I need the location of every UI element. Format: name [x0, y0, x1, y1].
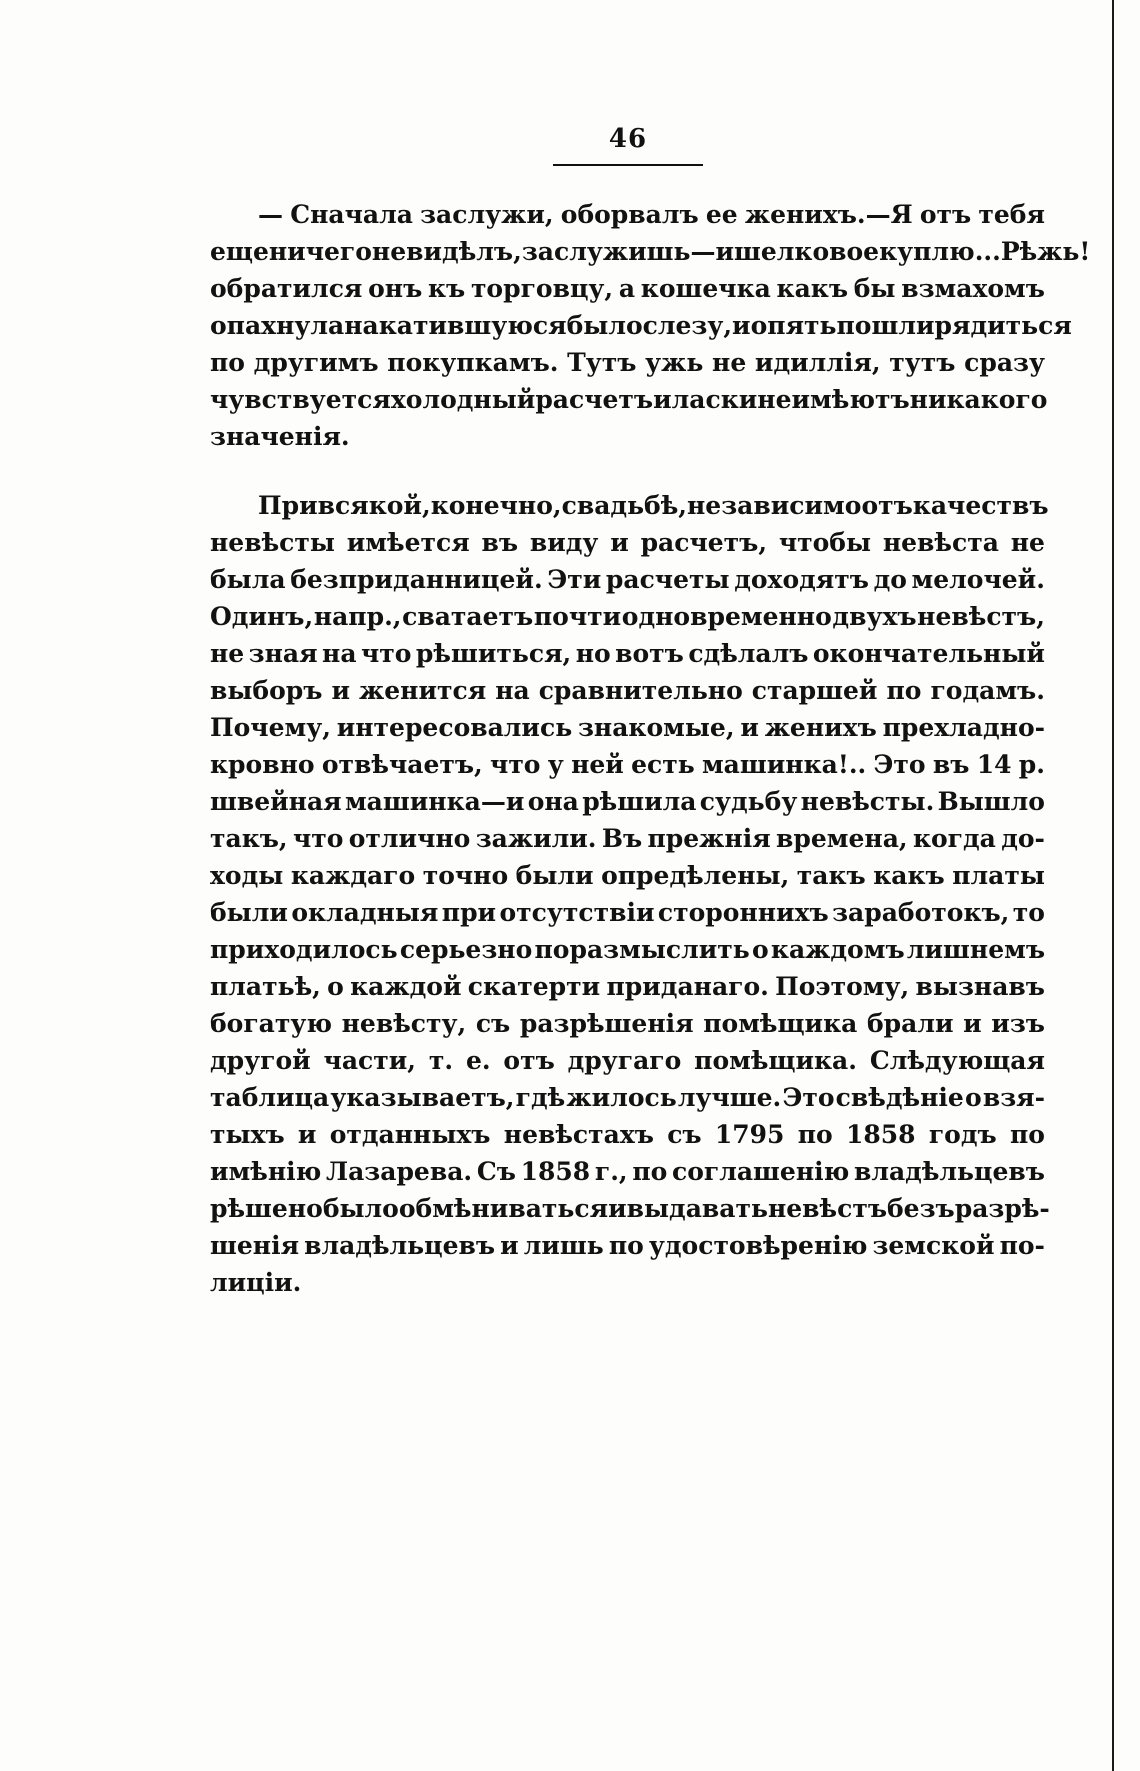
- word: зная: [248, 639, 318, 668]
- word: машинка—и: [344, 787, 525, 816]
- text-line: [210, 270, 1045, 307]
- word: почти: [533, 602, 622, 631]
- word: приходилось: [210, 935, 398, 964]
- word: и: [653, 385, 672, 414]
- word: никакого: [909, 385, 1048, 414]
- word: лишь: [523, 1231, 604, 1260]
- word: невѣстъ,: [917, 602, 1045, 631]
- paragraph-1: [210, 196, 1091, 455]
- word: у: [547, 750, 564, 779]
- word: имѣнію: [210, 1157, 322, 1186]
- word: При: [258, 491, 318, 520]
- word: Въ: [601, 824, 643, 853]
- word: времена,: [776, 824, 908, 853]
- word: но: [575, 639, 611, 668]
- word: заслужи,: [420, 200, 554, 229]
- word: годамъ.: [930, 676, 1045, 705]
- text-line: [210, 820, 1045, 857]
- text-line: значенія.: [210, 422, 350, 451]
- word: кошечка: [640, 274, 771, 303]
- word: взмахомъ: [901, 274, 1045, 303]
- word: виду: [529, 528, 599, 557]
- word: сватаетъ: [402, 602, 534, 631]
- word: другаго: [567, 1046, 682, 1075]
- word: до-: [1001, 824, 1045, 853]
- word: невѣстахъ: [503, 1120, 654, 1149]
- word: качествъ: [912, 491, 1049, 520]
- word: ничего: [268, 237, 372, 266]
- word: не: [371, 237, 407, 266]
- text-line: [210, 307, 1072, 344]
- word: она: [527, 787, 579, 816]
- text-line: [210, 1227, 1045, 1264]
- word: какъ: [873, 861, 945, 890]
- word: знакомые,: [577, 713, 735, 742]
- word: зажили.: [475, 824, 597, 853]
- word: торговцу,: [470, 274, 614, 303]
- word: изъ: [991, 1009, 1045, 1038]
- word: о: [964, 1083, 982, 1112]
- text-line: [210, 1116, 1045, 1153]
- word: не: [1010, 528, 1045, 557]
- text-line: [210, 561, 1045, 598]
- word: владѣльцевъ: [304, 1231, 496, 1260]
- word: ходы: [210, 861, 284, 890]
- word: невѣстъ: [767, 1194, 887, 1223]
- word: Лазарева.: [325, 1157, 473, 1186]
- word: не: [712, 348, 747, 377]
- word: вотъ: [615, 639, 684, 668]
- word: было: [322, 1194, 399, 1223]
- word: владѣльцевъ: [853, 1157, 1045, 1186]
- word: невѣсты: [210, 528, 335, 557]
- word: Съ: [476, 1157, 516, 1186]
- word: ласки: [671, 385, 758, 414]
- word: въ: [932, 750, 970, 779]
- word: Рѣжь!: [1000, 237, 1091, 266]
- word: отданныхъ: [329, 1120, 491, 1149]
- word: всякой,: [317, 491, 431, 520]
- word: Это: [873, 750, 926, 779]
- word: лишнемъ: [906, 935, 1045, 964]
- word: выборъ: [210, 676, 323, 705]
- word: безприданницей.: [290, 565, 543, 594]
- word: какъ: [776, 274, 849, 303]
- word: обмѣниваться: [398, 1194, 609, 1223]
- word: другой: [210, 1046, 311, 1075]
- word: такъ: [796, 861, 866, 890]
- word: платьѣ,: [210, 972, 321, 1001]
- word: мелочей.: [911, 565, 1045, 594]
- word: и: [740, 713, 759, 742]
- word: кровно: [210, 750, 315, 779]
- word: окончательный: [812, 639, 1045, 668]
- word: чувствуется: [210, 385, 391, 414]
- text-line: [210, 1079, 1045, 1116]
- text-line: [210, 746, 1045, 783]
- word: что: [490, 750, 541, 779]
- word: 1858: [845, 1120, 916, 1149]
- word: пошли: [836, 311, 935, 340]
- word: по: [886, 676, 922, 705]
- word: разрѣ-: [954, 1194, 1050, 1223]
- word: рѣшила: [582, 787, 697, 816]
- word: на: [495, 676, 530, 705]
- word: Поэтому,: [775, 972, 910, 1001]
- word: интересовались: [336, 713, 573, 742]
- word: рѣшено: [210, 1194, 323, 1223]
- word: и: [732, 311, 751, 340]
- text-line: [210, 968, 1045, 1005]
- text-line: [210, 1042, 1045, 1079]
- text-line: [210, 783, 1045, 820]
- word: бы: [853, 274, 896, 303]
- word: съ: [475, 1009, 511, 1038]
- word: Вышло: [937, 787, 1045, 816]
- word: были: [210, 898, 288, 927]
- word: имѣется: [346, 528, 470, 557]
- text-line: [210, 1005, 1045, 1042]
- word: расчеты: [605, 565, 730, 594]
- word: —: [258, 200, 283, 229]
- word: по: [797, 1120, 833, 1149]
- word: двухъ: [832, 602, 917, 631]
- text-line: [210, 196, 1045, 233]
- word: и: [610, 528, 629, 557]
- paragraph-2: [210, 487, 1050, 1301]
- word: видѣлъ,: [406, 237, 522, 266]
- word: окладныя: [291, 898, 439, 927]
- word: другимъ: [253, 348, 379, 377]
- word: еще: [210, 237, 269, 266]
- word: расчетъ,: [640, 528, 768, 557]
- word: и: [608, 1194, 627, 1223]
- word: когда: [912, 824, 996, 853]
- word: въ: [481, 528, 519, 557]
- word: независимо: [687, 491, 862, 520]
- word: приданаго.: [606, 972, 769, 1001]
- word: прежнія: [647, 824, 771, 853]
- word: не: [210, 639, 245, 668]
- word: судьбу: [699, 787, 798, 816]
- word: ее: [705, 200, 738, 229]
- word: Слѣдующая: [869, 1046, 1045, 1075]
- word: р.: [1018, 750, 1045, 779]
- word: удостовѣренію: [648, 1231, 868, 1260]
- word: отъ: [919, 200, 972, 229]
- word: съ: [667, 1120, 702, 1149]
- word: по: [632, 1157, 668, 1186]
- word: одновременно: [621, 602, 832, 631]
- word: по: [210, 348, 245, 377]
- word: о: [327, 972, 344, 1001]
- text-line: [210, 233, 1091, 270]
- text-line: лиціи.: [210, 1268, 302, 1297]
- word: и: [963, 1009, 982, 1038]
- word: помѣщика.: [694, 1046, 857, 1075]
- word: Это: [782, 1083, 835, 1112]
- word: и: [331, 676, 350, 705]
- text-line: [210, 931, 1045, 968]
- word: доходятъ: [734, 565, 869, 594]
- word: машинка!..: [701, 750, 867, 779]
- word: и: [500, 1231, 519, 1260]
- text-line: [210, 635, 1045, 672]
- word: онъ: [368, 274, 423, 303]
- word: вызнавъ: [915, 972, 1045, 1001]
- word: отъ: [861, 491, 913, 520]
- text-line: [210, 672, 1045, 709]
- word: свадьбѣ,: [561, 491, 687, 520]
- word: швейная: [210, 787, 342, 816]
- word: взя-: [982, 1083, 1045, 1112]
- word: что: [292, 824, 344, 853]
- word: жилось: [566, 1083, 677, 1112]
- word: тыхъ: [210, 1120, 285, 1149]
- text-line: [210, 381, 1048, 418]
- word: е.: [465, 1046, 491, 1075]
- word: платы: [952, 861, 1045, 890]
- word: было: [566, 311, 643, 340]
- word: куплю...: [879, 237, 1001, 266]
- word: каждаго: [290, 861, 416, 890]
- word: ужь: [645, 348, 704, 377]
- word: старшей: [751, 676, 878, 705]
- word: ней: [571, 750, 624, 779]
- word: рядиться: [934, 311, 1072, 340]
- word: расчетъ: [535, 385, 654, 414]
- word: богатую: [210, 1009, 332, 1038]
- word: поразмыслить: [534, 935, 750, 964]
- word: соглашенію: [672, 1157, 850, 1186]
- word: указываетъ,: [330, 1083, 515, 1112]
- word: не: [757, 385, 792, 414]
- word: была: [210, 565, 286, 594]
- word: конечно,: [430, 491, 562, 520]
- text-line: [210, 487, 1049, 524]
- word: слезу,: [642, 311, 733, 340]
- word: женится: [359, 676, 487, 705]
- word: выдавать: [626, 1194, 768, 1223]
- text-line: [210, 857, 1045, 894]
- word: о: [751, 935, 769, 964]
- word: заслужишь—и: [521, 237, 734, 266]
- word: отъ: [503, 1046, 555, 1075]
- word: каждой: [350, 972, 462, 1001]
- text-line: [210, 709, 1045, 746]
- word: опредѣлены,: [601, 861, 790, 890]
- word: точно: [422, 861, 509, 890]
- word: помѣщика: [703, 1009, 858, 1038]
- word: заработокъ,: [832, 898, 1010, 927]
- word: Сначала: [290, 200, 413, 229]
- word: опахнула: [210, 311, 345, 340]
- word: отвѣчаетъ,: [321, 750, 483, 779]
- word: гдѣ: [515, 1083, 566, 1112]
- word: были: [515, 861, 594, 890]
- word: 14: [976, 750, 1012, 779]
- word: разрѣшенія: [519, 1009, 694, 1038]
- page-edge-line: [1112, 0, 1114, 1771]
- word: и: [297, 1120, 317, 1149]
- word: части,: [323, 1046, 417, 1075]
- word: то: [1012, 898, 1045, 927]
- word: чтобы: [778, 528, 872, 557]
- word: по: [1009, 1120, 1045, 1149]
- word: тутъ: [889, 348, 956, 377]
- text-line: [210, 598, 1045, 635]
- word: до: [873, 565, 907, 594]
- word: имѣютъ: [791, 385, 910, 414]
- word: а: [618, 274, 636, 303]
- word: сразу: [964, 348, 1045, 377]
- word: скатерти: [467, 972, 601, 1001]
- word: опять: [750, 311, 837, 340]
- word: Эти: [547, 565, 602, 594]
- word: на: [322, 639, 357, 668]
- word: невѣста: [882, 528, 999, 557]
- word: г.,: [594, 1157, 628, 1186]
- word: по: [608, 1231, 644, 1260]
- word: земской: [872, 1231, 995, 1260]
- word: при: [441, 898, 497, 927]
- word: рѣшиться,: [415, 639, 572, 668]
- word: идиллія,: [754, 348, 881, 377]
- word: таблица: [210, 1083, 330, 1112]
- page-number: 46: [608, 124, 648, 154]
- word: лучше.: [677, 1083, 782, 1112]
- word: по-: [999, 1231, 1045, 1260]
- word: тебя: [978, 200, 1045, 229]
- word: отлично: [348, 824, 471, 853]
- text-line: [210, 524, 1045, 561]
- word: женихъ.—Я: [744, 200, 913, 229]
- word: такъ,: [210, 824, 288, 853]
- word: свѣдѣніе: [835, 1083, 964, 1112]
- word: стороннихъ: [657, 898, 829, 927]
- word: сравнительно: [538, 676, 743, 705]
- word: невѣсты.: [800, 787, 935, 816]
- word: женихъ: [764, 713, 877, 742]
- text-line: [210, 344, 1045, 381]
- word: покупкамъ.: [387, 348, 559, 377]
- word: обратился: [210, 274, 363, 303]
- word: есть: [631, 750, 695, 779]
- word: что: [361, 639, 412, 668]
- word: 1795: [714, 1120, 785, 1149]
- text-line: [210, 894, 1045, 931]
- word: невѣсту,: [341, 1009, 467, 1038]
- word: прехладно-: [882, 713, 1045, 742]
- word: шелковое: [733, 237, 880, 266]
- word: Почему,: [210, 713, 331, 742]
- text-line: [210, 1153, 1045, 1190]
- word: Одинъ,: [210, 602, 314, 631]
- word: напр.,: [313, 602, 402, 631]
- word: т.: [428, 1046, 454, 1075]
- text-line: [210, 1190, 1050, 1227]
- word: брали: [866, 1009, 954, 1038]
- page-number-rule: [553, 164, 703, 166]
- word: отсутствіи: [499, 898, 655, 927]
- word: каждомъ: [770, 935, 905, 964]
- word: шенія: [210, 1231, 300, 1260]
- word: Тутъ: [567, 348, 637, 377]
- word: серьезно: [399, 935, 533, 964]
- word: холодный: [390, 385, 536, 414]
- word: накатившуюся: [344, 311, 567, 340]
- word: сдѣлалъ: [688, 639, 809, 668]
- word: годъ: [928, 1120, 997, 1149]
- word: безъ: [887, 1194, 955, 1223]
- word: 1858: [520, 1157, 591, 1186]
- word: оборвалъ: [560, 200, 699, 229]
- word: къ: [427, 274, 466, 303]
